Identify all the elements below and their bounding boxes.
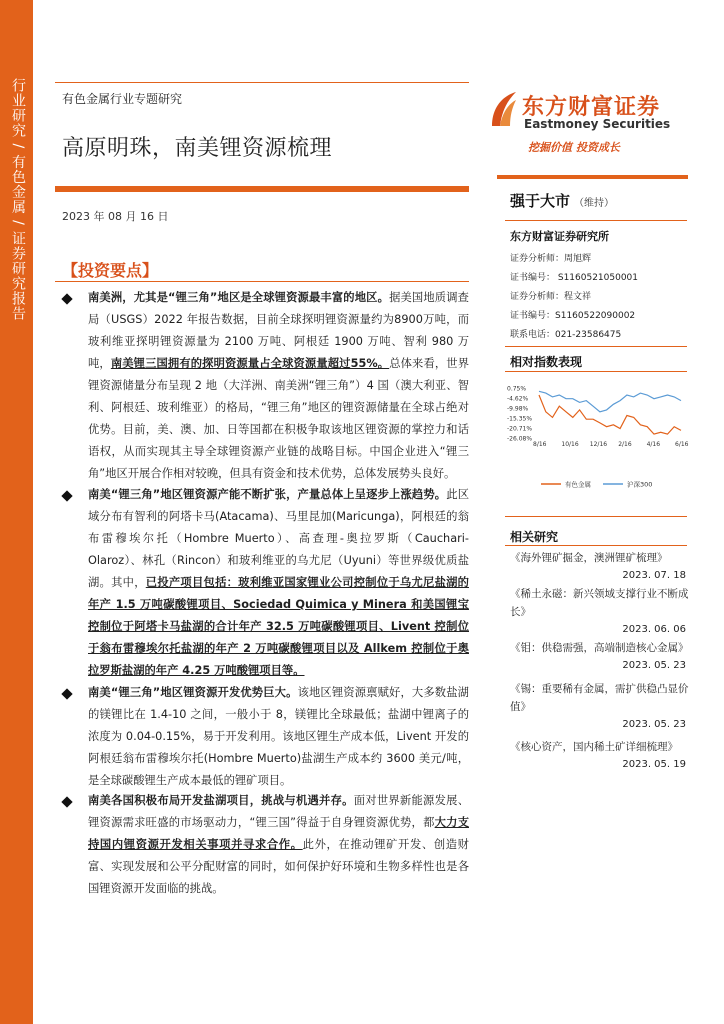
key-point-4 <box>88 790 469 900</box>
x-tick-label: 6/16 <box>675 441 689 448</box>
y-tick-label: -26.08% <box>507 435 533 443</box>
index-section-rule <box>505 371 687 372</box>
related-item-2[interactable] <box>510 585 690 639</box>
related-item-date: 2023. 05. 23 <box>622 719 686 730</box>
brand-slogan: 挖掘价值 投资成长 <box>528 141 620 154</box>
legend-label: 沪深300 <box>627 480 653 489</box>
x-tick-label: 10/16 <box>561 441 579 448</box>
brand-name-en: Eastmoney Securities <box>524 117 671 131</box>
related-item-title[interactable]: 《海外锂矿掘金，澳洲锂矿梳理》 <box>510 552 668 564</box>
key-point-3-lead: 南美“锂三角”地区锂资源开发优势巨大。 <box>88 686 298 699</box>
key-point-2-text: 此区域分布有智利的阿塔卡马(Atacama)、马里昆加(Maricunga)，阿根廷的翁布雷穆埃尔托（Hombre Muerto）、高查理-奥拉罗斯（Cauchari-Olaroz）、林孔（Rincon）和玻利维亚的乌尤尼（Uyuni）等世界级优质盐湖。其中， <box>88 488 469 589</box>
rating-label: 强于大市 <box>510 192 571 210</box>
x-tick-label: 4/16 <box>646 441 661 448</box>
key-point-1 <box>88 287 469 485</box>
key-point-3 <box>88 682 469 792</box>
bullet-icon <box>61 490 72 501</box>
relative-index-chart <box>505 378 687 496</box>
y-tick-label: -4.62% <box>507 395 529 403</box>
side-band <box>0 0 33 1024</box>
key-points-heading: 【投资要点】 <box>62 261 159 280</box>
report-category: 有色金属行业专题研究 <box>62 92 183 106</box>
related-item-date: 2023. 05. 23 <box>622 660 686 671</box>
x-tick-label: 12/16 <box>589 441 608 448</box>
key-point-4-text: 面对世界新能源发展、锂资源需求旺盛的市场驱动力，“锂三国”得益于自身锂资源优势，都 <box>88 794 469 829</box>
brand-name-cn: 东方财富证券 <box>522 95 661 120</box>
key-point-3-text: 该地区锂资源禀赋好，大多数盐湖的镁锂比在 1.4-10 之间，一般小于 8，镁锂比全球最低；盐湖中锂离子的浓度为 0.04-0.15%，易于开发利用。该地区锂生产成本低，Livent 开发的阿根廷翁布雷穆埃尔托(Hombre Muerto)盐湖生产成本约 3600 美元/吨，是全球碳酸锂生产成本最低的锂矿项目。 <box>88 686 469 787</box>
rating <box>510 190 614 211</box>
bullet-icon <box>61 688 72 699</box>
institute-name: 东方财富证券研究所 <box>510 230 609 243</box>
key-point-1-text: 据美国地质调查局（USGS）2022 年报告数据，目前全球探明锂资源量约为8900万吨，而玻利维亚探明锂资源量为 2100 万吨、阿根廷 1900 万吨、智利 980 万吨， <box>88 291 469 370</box>
key-point-4-lead: 南美各国积极布局开发盐湖项目，挑战与机遇并存。 <box>88 794 354 807</box>
related-item-title[interactable]: 《稀土永磁：新兴领域支撑行业不断成长》 <box>510 588 689 618</box>
x-tick-label: 8/16 <box>533 441 547 448</box>
report-title: 高原明珠，南美锂资源梳理 <box>62 136 333 161</box>
title-rule <box>55 186 469 192</box>
side-band-text: 行业研究 / 有色金属 / 证券研究报告 <box>10 78 26 322</box>
brand-logo <box>488 90 671 136</box>
header-top-rule <box>55 82 469 83</box>
related-item-title[interactable]: 《钼：供稳需强，高端制造核心金属》 <box>510 642 689 654</box>
related-item-5[interactable] <box>510 738 690 774</box>
related-item-1[interactable] <box>510 549 690 585</box>
key-point-1-lead: 南美洲，尤其是“锂三角”地区是全球锂资源最丰富的地区。 <box>88 291 390 304</box>
y-tick-label: -20.71% <box>507 425 533 433</box>
chart-bottom-rule <box>505 516 687 517</box>
related-item-3[interactable] <box>510 639 690 675</box>
related-item-date: 2023. 07. 18 <box>622 570 686 581</box>
key-point-2-lead: 南美“锂三角”地区锂资源产能不断扩张，产量总体上呈逐步上涨趋势。 <box>88 488 447 501</box>
institute-rule <box>505 346 687 347</box>
index-section-title: 相对指数表现 <box>510 355 583 369</box>
related-item-title[interactable]: 《锡：重要稀有金属，需扩供稳凸显价值》 <box>510 683 689 713</box>
key-point-4-highlight: 大力支持国内锂资源开发相关事项并寻求合作。 <box>88 816 469 851</box>
key-point-2 <box>88 484 469 682</box>
series-line-0 <box>539 395 681 434</box>
legend-label: 有色金属 <box>565 480 591 489</box>
related-title: 相关研究 <box>510 530 559 544</box>
key-point-4-text-2: 此外，在推动锂矿开发、创造财富、实现发展和公平分配财富的同时，如何保护好环境和生物多样性也是各国锂资源开发面临的挑战。 <box>88 838 469 895</box>
related-item-date: 2023. 06. 06 <box>622 624 686 635</box>
key-points-rule <box>55 281 469 282</box>
analyst-line-5: 联系电话：021-23586475 <box>510 330 622 340</box>
rating-rule <box>505 220 687 221</box>
related-rule <box>505 545 687 546</box>
x-tick-label: 2/16 <box>618 441 632 448</box>
series-line-1 <box>539 391 681 412</box>
right-header-rule <box>497 175 688 179</box>
key-point-1-highlight: 南美锂三国拥有的探明资源量占全球资源量超过55%。 <box>110 357 390 370</box>
analyst-line-1: 证券分析师：周旭辉 <box>510 254 592 264</box>
key-point-2-highlight: 已投产项目包括：玻利维亚国家锂业公司控制位于乌尤尼盐湖的年产 1.5 万吨碳酸锂项目、Sociedad Quimica y Minera 和美国锂宝控制位于阿塔卡马盐湖的合计年产 32.5 万吨碳酸锂项目、Livent 控制位于翁布雷穆埃尔托盐湖的年产 2 万吨碳酸锂项目以及 Allkem 控制位于奥拉罗斯盐湖的年产 4.25 万吨酸锂项目等。 <box>88 576 469 677</box>
key-point-1-text-2: 总体来看，世界锂资源储量分布呈现 2 地（大洋洲、南美洲“锂三角”）4 国（澳大利亚、智利、阿根廷、玻利维亚）的格局，“锂三角”地区的锂资源储量在全球占绝对优势。目前，美、澳、加、日等国都在积极争取该地区锂资源的掌控力和话语权，从而实现其主导全球锂资源产业链的战略目标。中国企业进入“锂三角”地区开展合作相对较晚，但具有资金和技术优势，总体发展势头良好。 <box>88 357 469 480</box>
bullet-icon <box>61 293 72 304</box>
rating-note: （维持） <box>574 198 615 209</box>
bullet-icon <box>61 796 72 807</box>
analyst-line-4: 证书编号：S1160522090002 <box>510 311 636 321</box>
brand-mark-icon <box>488 90 518 130</box>
report-date: 2023 年 08 月 16 日 <box>62 210 169 223</box>
related-item-date: 2023. 05. 19 <box>622 759 686 770</box>
y-tick-label: -15.35% <box>507 415 533 423</box>
related-item-title[interactable]: 《核心资产，国内稀土矿详细梳理》 <box>510 741 678 753</box>
y-tick-label: 0.75% <box>507 385 527 393</box>
related-item-4[interactable] <box>510 680 690 734</box>
y-tick-label: -9.98% <box>507 405 529 413</box>
analyst-line-2: 证书编号： S1160521050001 <box>510 273 639 283</box>
analyst-line-3: 证券分析师：程文祥 <box>510 292 592 302</box>
